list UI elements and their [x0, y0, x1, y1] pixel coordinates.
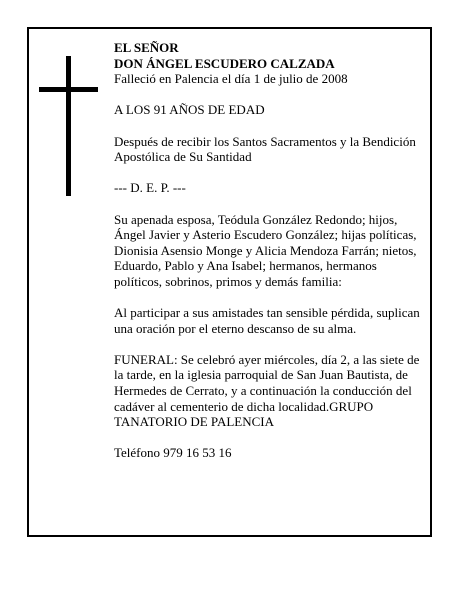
- death-date: Falleció en Palencia el día 1 de julio de 2008: [114, 71, 348, 87]
- sacraments-text: Después de recibir los Santos Sacramentos y la Bendición Apostólica de Su Santidad: [114, 133, 416, 165]
- cross-icon-bar: [39, 87, 98, 92]
- deceased-name: DON ÁNGEL ESCUDERO CALZADA: [114, 55, 335, 71]
- rip-line: --- D. E. P. ---: [114, 180, 186, 196]
- prayer-request: Al participar a sus amistades tan sensible pérdida, suplican una oración por el eterno descanso de su alma.: [114, 305, 420, 336]
- age-line: A LOS 91 AÑOS DE EDAD: [114, 102, 265, 118]
- notice-content: [114, 40, 426, 477]
- obituary-notice: [27, 27, 432, 537]
- funeral-text: FUNERAL: Se celebró ayer miércoles, día 2, a las siete de la tarde, en la iglesia parroquial de San Juan Bautista, de Hermedes de Cerrato, y a continuación la conducción del cadáver al cementerio de dicha localidad.GRUPO TANATORIO DE PALENCIA: [114, 351, 420, 430]
- title-line: EL SEÑOR: [114, 40, 179, 55]
- phone-line: Teléfono 979 16 53 16: [114, 445, 232, 461]
- family-text: Su apenada esposa, Teódula González Redondo; hijos, Ángel Javier y Asterio Escudero González; hijas políticas, Dionisia Asensio Monge y Alicia Mendoza Farrán; nietos, Eduardo, Pablo y Ana Isabel; hermanos, hermanos políticos, sobrinos, primos y demás familia:: [114, 211, 417, 289]
- header-block: [114, 40, 426, 87]
- cross-icon: [66, 56, 71, 196]
